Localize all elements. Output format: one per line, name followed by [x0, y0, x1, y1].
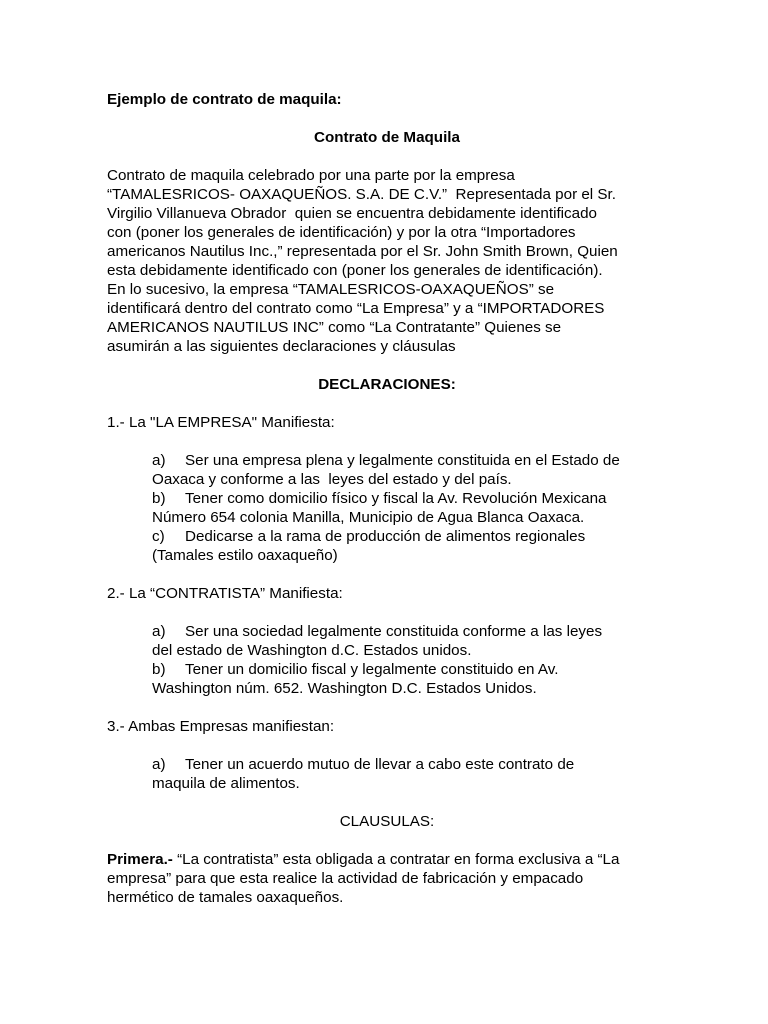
item-letter: b) — [152, 661, 166, 678]
intro-line: En lo sucesivo, la empresa “TAMALESRICOS-OAXAQUEÑOS” se — [107, 281, 555, 298]
intro-line: Virgilio Villanueva Obrador quien se encuentra debidamente identificado — [107, 205, 597, 222]
declaration-1-list — [107, 451, 667, 565]
item-letter: a) — [152, 623, 166, 640]
list-item — [152, 489, 667, 508]
item-letter: b) — [152, 490, 166, 507]
intro-line: americanos Nautilus Inc.,” representada por el Sr. John Smith Brown, Quien — [107, 243, 618, 260]
intro-line: esta debidamente identificado con (poner los generales de identificación). — [107, 262, 603, 279]
document-heading: Ejemplo de contrato de maquila: — [107, 91, 342, 108]
clause-label: Primera.- — [107, 851, 173, 868]
clause-first-line — [107, 850, 667, 869]
item-text: Número 654 colonia Manilla, Municipio de Agua Blanca Oaxaca. — [152, 509, 585, 526]
contract-document — [107, 90, 667, 907]
declaration-2-title: 2.- La “CONTRATISTA” Manifiesta: — [107, 585, 343, 602]
declaration-3-list — [107, 755, 667, 793]
clause-text: “La contratista” esta obligada a contratar en forma exclusiva a “La — [172, 851, 620, 868]
item-text: Oaxaca y conforme a las leyes del estado y del país. — [152, 471, 512, 488]
declaraciones-title: DECLARACIONES: — [318, 376, 456, 393]
intro-line: identificará dentro del contrato como “La Empresa” y a “IMPORTADORES — [107, 300, 605, 317]
declaration-1-title: 1.- La "LA EMPRESA" Manifiesta: — [107, 414, 335, 431]
item-text: Tener un acuerdo mutuo de llevar a cabo este contrato de — [185, 756, 575, 773]
item-text: Ser una sociedad legalmente constituida conforme a las leyes — [185, 623, 603, 640]
clausulas-title: CLAUSULAS: — [339, 813, 435, 830]
intro-line: “TAMALESRICOS- OAXAQUEÑOS. S.A. DE C.V.” Representada por el Sr. — [107, 186, 616, 203]
item-text: Washington núm. 652. Washington D.C. Estados Unidos. — [152, 680, 537, 697]
list-item — [152, 755, 667, 774]
item-text: del estado de Washington d.C. Estados unidos. — [152, 642, 472, 659]
intro-paragraph — [107, 166, 667, 356]
list-item — [152, 451, 667, 470]
intro-line: con (poner los generales de identificación) y por la otra “Importadores — [107, 224, 576, 241]
intro-line: Contrato de maquila celebrado por una parte por la empresa — [107, 167, 515, 184]
list-item — [152, 660, 667, 679]
item-letter: a) — [152, 452, 166, 469]
item-text: Ser una empresa plena y legalmente constituida en el Estado de — [185, 452, 620, 469]
item-text: maquila de alimentos. — [152, 775, 300, 792]
list-item — [152, 622, 667, 641]
item-letter: a) — [152, 756, 166, 773]
clause-text: hermético de tamales oaxaqueños. — [107, 889, 344, 906]
contract-title: Contrato de Maquila — [314, 129, 460, 146]
item-text: Dedicarse a la rama de producción de alimentos regionales — [185, 528, 586, 545]
item-text: Tener un domicilio fiscal y legalmente constituido en Av. — [185, 661, 559, 678]
declaration-2-list — [107, 622, 667, 698]
item-letter: c) — [152, 528, 165, 545]
item-text: (Tamales estilo oaxaqueño) — [152, 547, 338, 564]
intro-line: AMERICANOS NAUTILUS INC” como “La Contratante” Quienes se — [107, 319, 562, 336]
list-item — [152, 527, 667, 546]
clause-text: empresa” para que esta realice la actividad de fabricación y empacado — [107, 870, 584, 887]
item-text: Tener como domicilio físico y fiscal la Av. Revolución Mexicana — [185, 490, 607, 507]
declaration-3-title: 3.- Ambas Empresas manifiestan: — [107, 718, 335, 735]
intro-line: asumirán a las siguientes declaraciones y cláusulas — [107, 338, 456, 355]
clause-primera — [107, 850, 667, 907]
